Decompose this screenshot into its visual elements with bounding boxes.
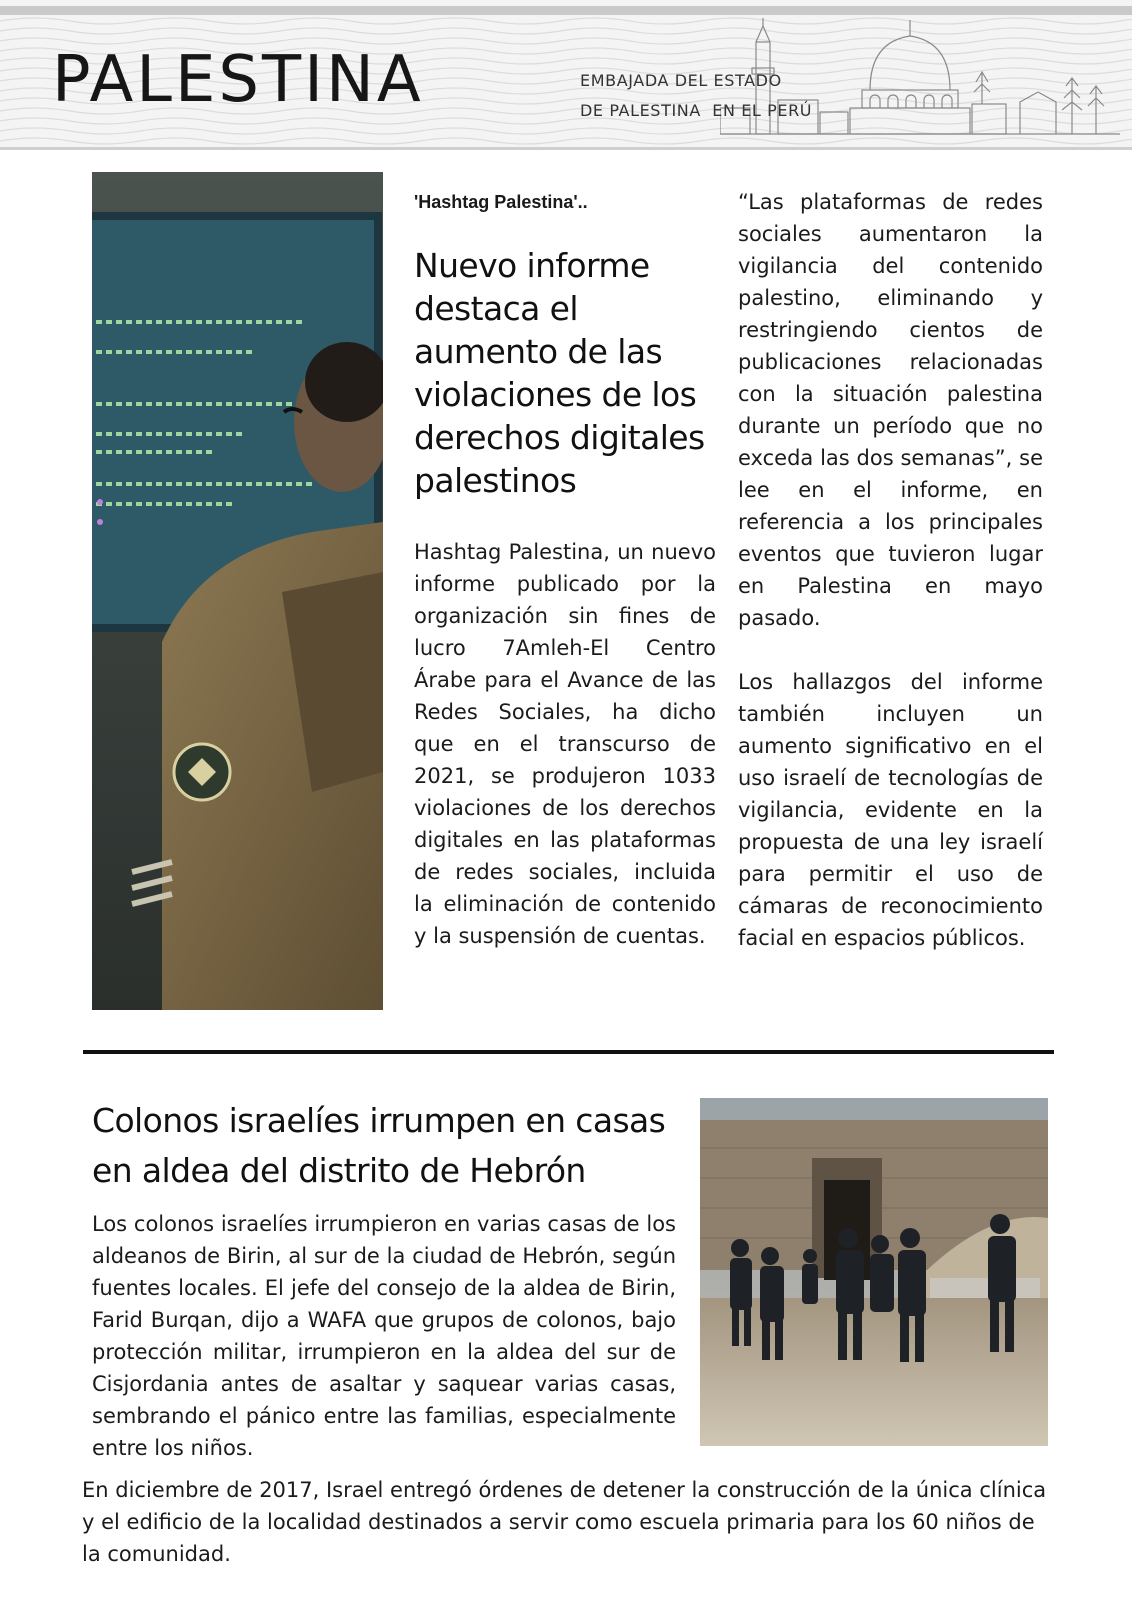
closing-paragraph: En diciembre de 2017, Israel entregó órdenes de detener la construcción de la única clínica y el edificio de la localidad destinados a servir como escuela primaria para los 60 niños de la comunidad. xyxy=(82,1478,1047,1566)
soldier-at-computer-photo xyxy=(92,172,383,1010)
article2-body-paragraph: Los colonos israelíes irrumpieron en varias casas de los aldeanos de Birin, al sur de la ciudad de Hebrón, según fuentes locales. El jefe del consejo de la aldea de Birin, Farid Burqan, dijo a WAFA que grupos de colonos, bajo protección militar, irrumpieron en la aldea del sur de Cisjordania antes de asaltar y saquear varias casas, sembrando el pánico entre las familias, especialmente entre los niños. xyxy=(92,1212,676,1460)
embassy-line-1: EMBAJADA DEL ESTADO xyxy=(580,71,782,90)
article-kicker: 'Hashtag Palestina'.. xyxy=(414,192,588,212)
article-right-column xyxy=(738,186,1043,954)
header-bottom-rule xyxy=(0,147,1132,150)
embassy-name xyxy=(580,66,812,126)
settlers-soldiers-photo xyxy=(700,1098,1048,1446)
quote-paragraph: “Las plataformas de redes sociales aumentaron la vigilancia del contenido palestino, eliminando y restringiendo cientos de publicaciones relacionadas con la situación palestina durante un período que no exceda las dos semanas”, se lee en el informe, en referencia a los principales eventos que tuvieron lugar en Palestina en mayo pasado. xyxy=(738,190,1043,630)
section-divider xyxy=(83,1050,1054,1054)
article-headline: Nuevo informe destaca el aumento de las violaciones de los derechos digitales palestinos xyxy=(414,246,705,500)
embassy-line-2: DE PALESTINA EN EL PERÚ xyxy=(580,101,813,120)
masthead-title: PALESTINA xyxy=(52,43,424,117)
page-header xyxy=(0,0,1132,150)
article2-headline: Colonos israelíes irrumpen en casas en aldea del distrito de Hebrón xyxy=(92,1101,666,1190)
article-body-paragraph: Hashtag Palestina, un nuevo informe publicado por la organización sin fines de lucro 7Amleh-El Centro Árabe para el Avance de las Redes Sociales, ha dicho que en el transcurso de 2021, se produjeron 1033 violaciones de los derechos digitales en las plataformas de redes sociales, incluida la eliminación de contenido y la suspensión de cuentas. xyxy=(414,540,716,948)
findings-paragraph: Los hallazgos del informe también incluyen un aumento significativo en el uso israelí de tecnologías de vigilancia, evidente en la propuesta de una ley israelí para permitir el uso de cámaras de reconocimiento facial en espacios públicos. xyxy=(738,670,1043,950)
